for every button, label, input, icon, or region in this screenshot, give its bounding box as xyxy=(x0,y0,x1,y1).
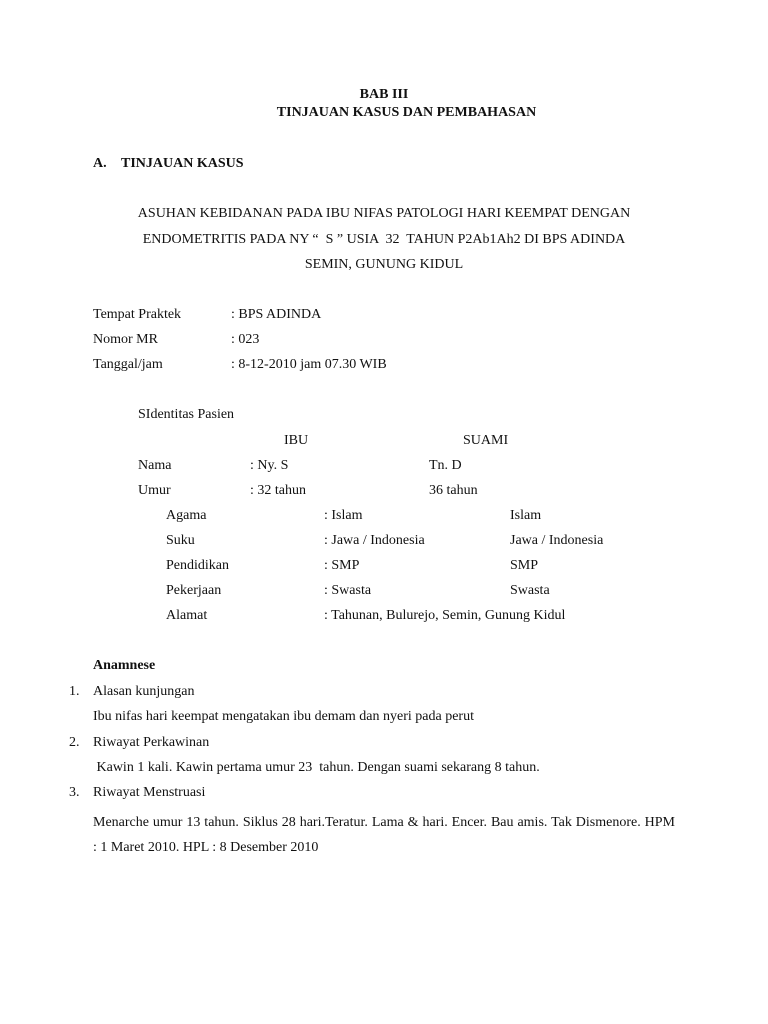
anamnese-title-1: Alasan kunjungan xyxy=(93,684,195,699)
identity-ibu-suku: : Jawa / Indonesia xyxy=(324,533,425,548)
info-value-tanggal: : 8-12-2010 jam 07.30 WIB xyxy=(231,357,387,372)
section-number: A. xyxy=(93,156,107,171)
identity-label-pendidikan: Pendidikan xyxy=(166,558,229,573)
case-title-line-2: ENDOMETRITIS PADA NY “ S ” USIA 32 TAHUN P2Ab1Ah2 DI BPS ADINDA xyxy=(142,232,626,247)
identity-ibu-umur: : 32 tahun xyxy=(250,483,306,498)
info-label-tanggal: Tanggal/jam xyxy=(93,357,163,372)
identity-ibu-agama: : Islam xyxy=(324,508,363,523)
info-value-tempat: : BPS ADINDA xyxy=(231,307,322,322)
identity-ibu-pendidikan: : SMP xyxy=(324,558,360,573)
case-title-line-1: ASUHAN KEBIDANAN PADA IBU NIFAS PATOLOGI HARI KEEMPAT DENGAN xyxy=(137,206,631,221)
section-title: TINJAUAN KASUS xyxy=(121,156,244,171)
anamnese-body-1: Ibu nifas hari keempat mengatakan ibu demam dan nyeri pada perut xyxy=(93,709,474,724)
case-title-line-3: SEMIN, GUNUNG KIDUL xyxy=(304,257,464,272)
anamnese-number-1: 1. xyxy=(69,684,80,699)
chapter-title: TINJAUAN KASUS DAN PEMBAHASAN xyxy=(276,105,537,120)
identity-suami-pekerjaan: Swasta xyxy=(510,583,550,598)
identity-suami-pendidikan: SMP xyxy=(510,558,539,573)
identity-ibu-nama: : Ny. S xyxy=(250,458,289,473)
identity-suami-suku: Jawa / Indonesia xyxy=(510,533,604,548)
identity-label-suku: Suku xyxy=(166,533,195,548)
info-value-nomor: : 023 xyxy=(231,332,260,347)
identity-ibu-alamat: : Tahunan, Bulurejo, Semin, Gunung Kidul xyxy=(324,608,566,623)
column-ibu: IBU xyxy=(284,433,309,448)
identity-label-umur: Umur xyxy=(138,483,171,498)
identity-label-alamat: Alamat xyxy=(166,608,208,623)
anamnese-number-2: 2. xyxy=(69,735,80,750)
anamnese-heading: Anamnese xyxy=(93,658,156,673)
column-suami: SUAMI xyxy=(463,433,509,448)
identity-suami-nama: Tn. D xyxy=(429,458,462,473)
chapter-number: BAB III xyxy=(359,87,409,102)
identity-suami-agama: Islam xyxy=(510,508,542,523)
anamnese-number-3: 3. xyxy=(69,785,80,800)
info-label-tempat: Tempat Praktek xyxy=(93,307,182,322)
anamnese-title-3: Riwayat Menstruasi xyxy=(93,785,206,800)
identity-label-nama: Nama xyxy=(138,458,172,473)
identity-label-agama: Agama xyxy=(166,508,207,523)
identity-ibu-pekerjaan: : Swasta xyxy=(324,583,372,598)
identity-heading: SIdentitas Pasien xyxy=(138,407,235,422)
info-label-nomor: Nomor MR xyxy=(93,332,158,347)
identity-suami-umur: 36 tahun xyxy=(429,483,478,498)
identity-label-pekerjaan: Pekerjaan xyxy=(166,583,222,598)
anamnese-body-3: Menarche umur 13 tahun. Siklus 28 hari.Teratur. Lama & hari. Encer. Bau amis. Tak Dismenore. HPM : 1 Maret 2010. HPL : 8 Desember 2010 xyxy=(93,815,675,855)
anamnese-title-2: Riwayat Perkawinan xyxy=(93,735,210,750)
anamnese-body-2: Kawin 1 kali. Kawin pertama umur 23 tahun. Dengan suami sekarang 8 tahun. xyxy=(93,760,540,775)
